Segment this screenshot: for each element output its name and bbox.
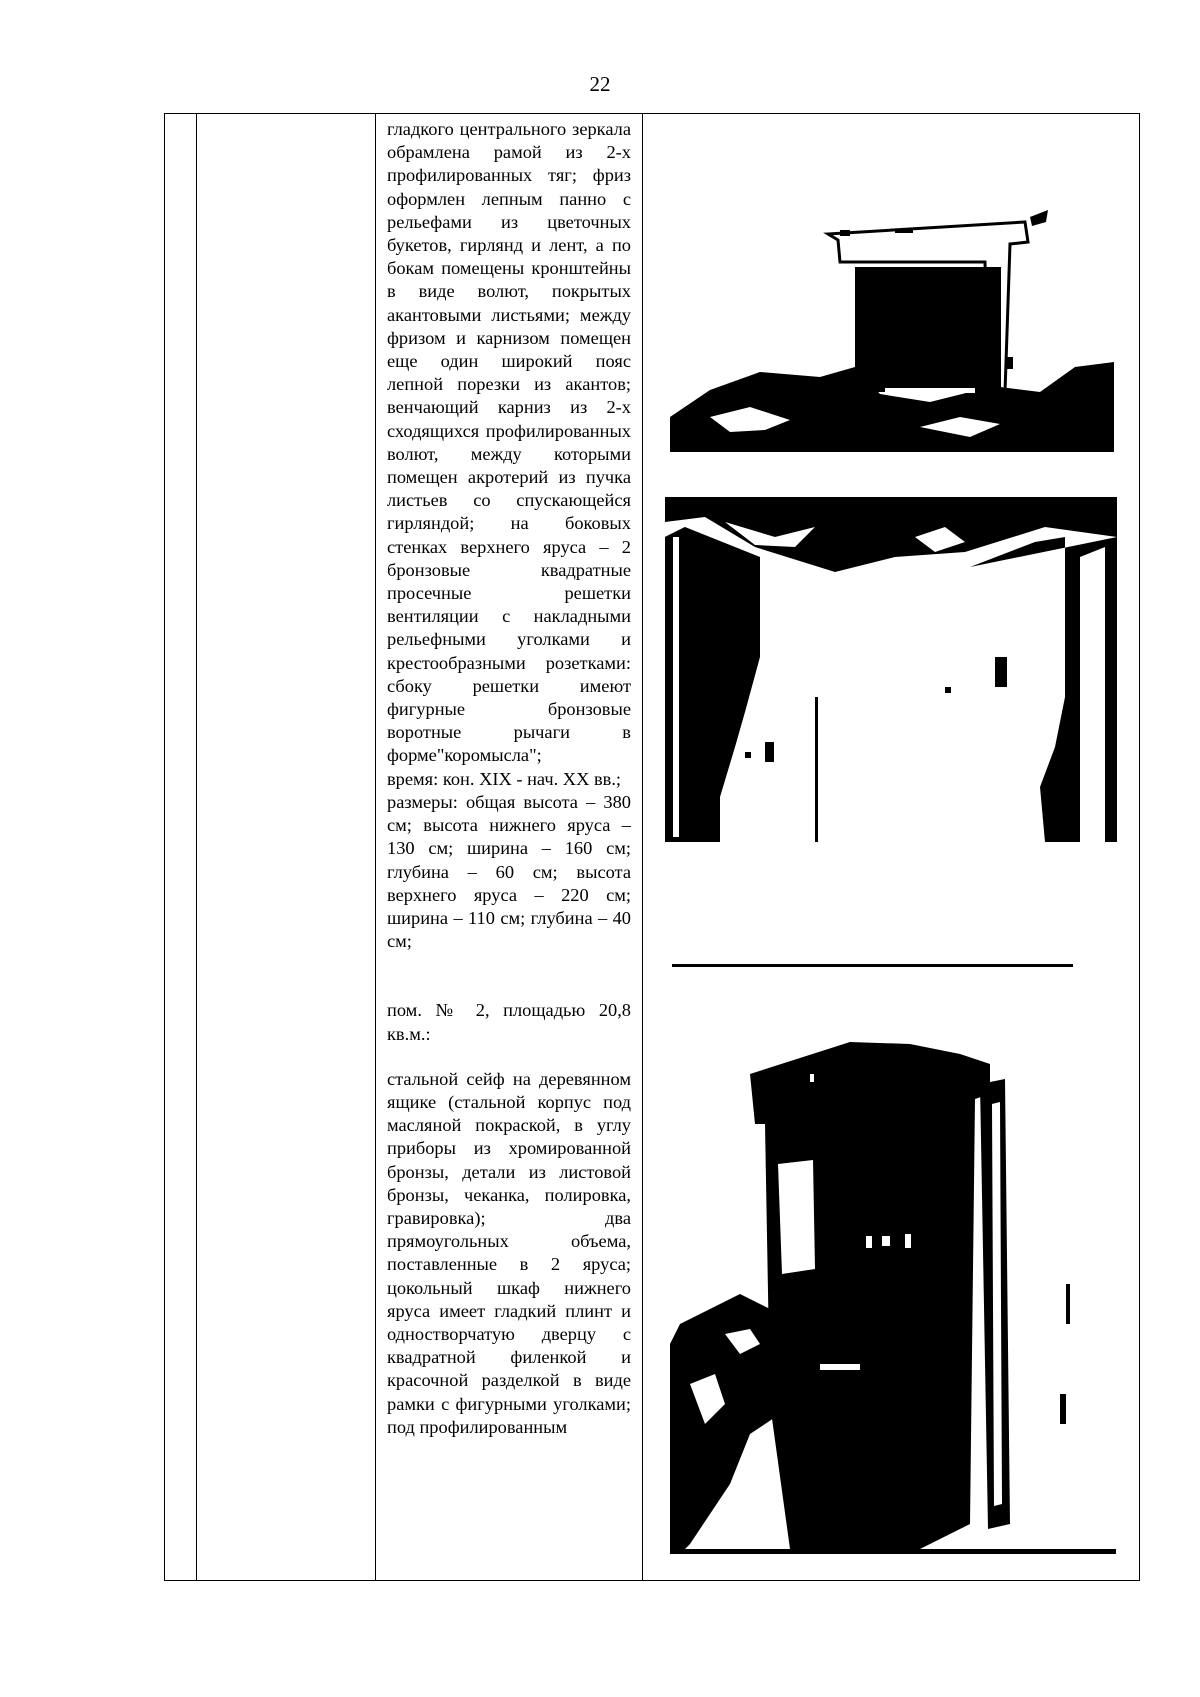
- description-column: [387, 118, 631, 1439]
- fireplace-closeup-photo: [665, 497, 1117, 849]
- inventory-table: [164, 113, 1140, 1581]
- fireplace-top-photo: [670, 162, 1114, 452]
- room-heading: пом. № 2, площадью 20,8 кв.м.:: [387, 1000, 631, 1044]
- column-divider-2: [375, 114, 376, 1580]
- description-paragraph: гладкого центрального зеркала обрамлена рамой из 2-х профилированных тяг; фриз оформлен лепным панно с рельефами из цветочных букетов, гирлянд и лент, а по бокам помещены кронштейны в виде волют, покрытых акантовыми листьями; между фризом и карнизом помещен еще один широкий пояс лепной порезки из акантов; венчающий карниз из 2-х сходящихся профилированных волют, между которыми помещен акротерий из пучка листьев со спускающейся гирляндой; на боковых стенках верхнего яруса – 2 бронзовые квадратные просечные решетки вентиляции с накладными рельефными уголками и крестообразными розетками: сбоку решетки имеют фигурные бронзовые воротные рычаги в форме"коромысла";: [387, 119, 631, 766]
- column-divider-3: [642, 114, 643, 1580]
- safe-photo: [670, 964, 1116, 1554]
- time-paragraph: время: кон. XIX - нач. XX вв.;: [387, 768, 622, 789]
- page-number: 22: [589, 72, 611, 96]
- dimensions-paragraph: размеры: общая высота – 380 см; высота нижнего яруса – 130 см; ширина – 160 см; глубина – 60 см; высота верхнего яруса – 220 см; ширина – 110 см; глубина – 40 см;: [387, 791, 631, 952]
- column-divider-1: [196, 114, 197, 1580]
- safe-description: стальной сейф на деревянном ящике (стальной корпус под масляной покраской, в углу приборы из хромированной бронзы, детали из листовой бронзы, чеканка, полировка, гравировка); два прямоугольных объема, поставленные в 2 яруса; цокольный шкаф нижнего яруса имеет гладкий плинт и одностворчатую дверцу с квадратной филенкой и красочной разделкой в виде рамки с фигурными уголками; под профилированным: [387, 1068, 631, 1437]
